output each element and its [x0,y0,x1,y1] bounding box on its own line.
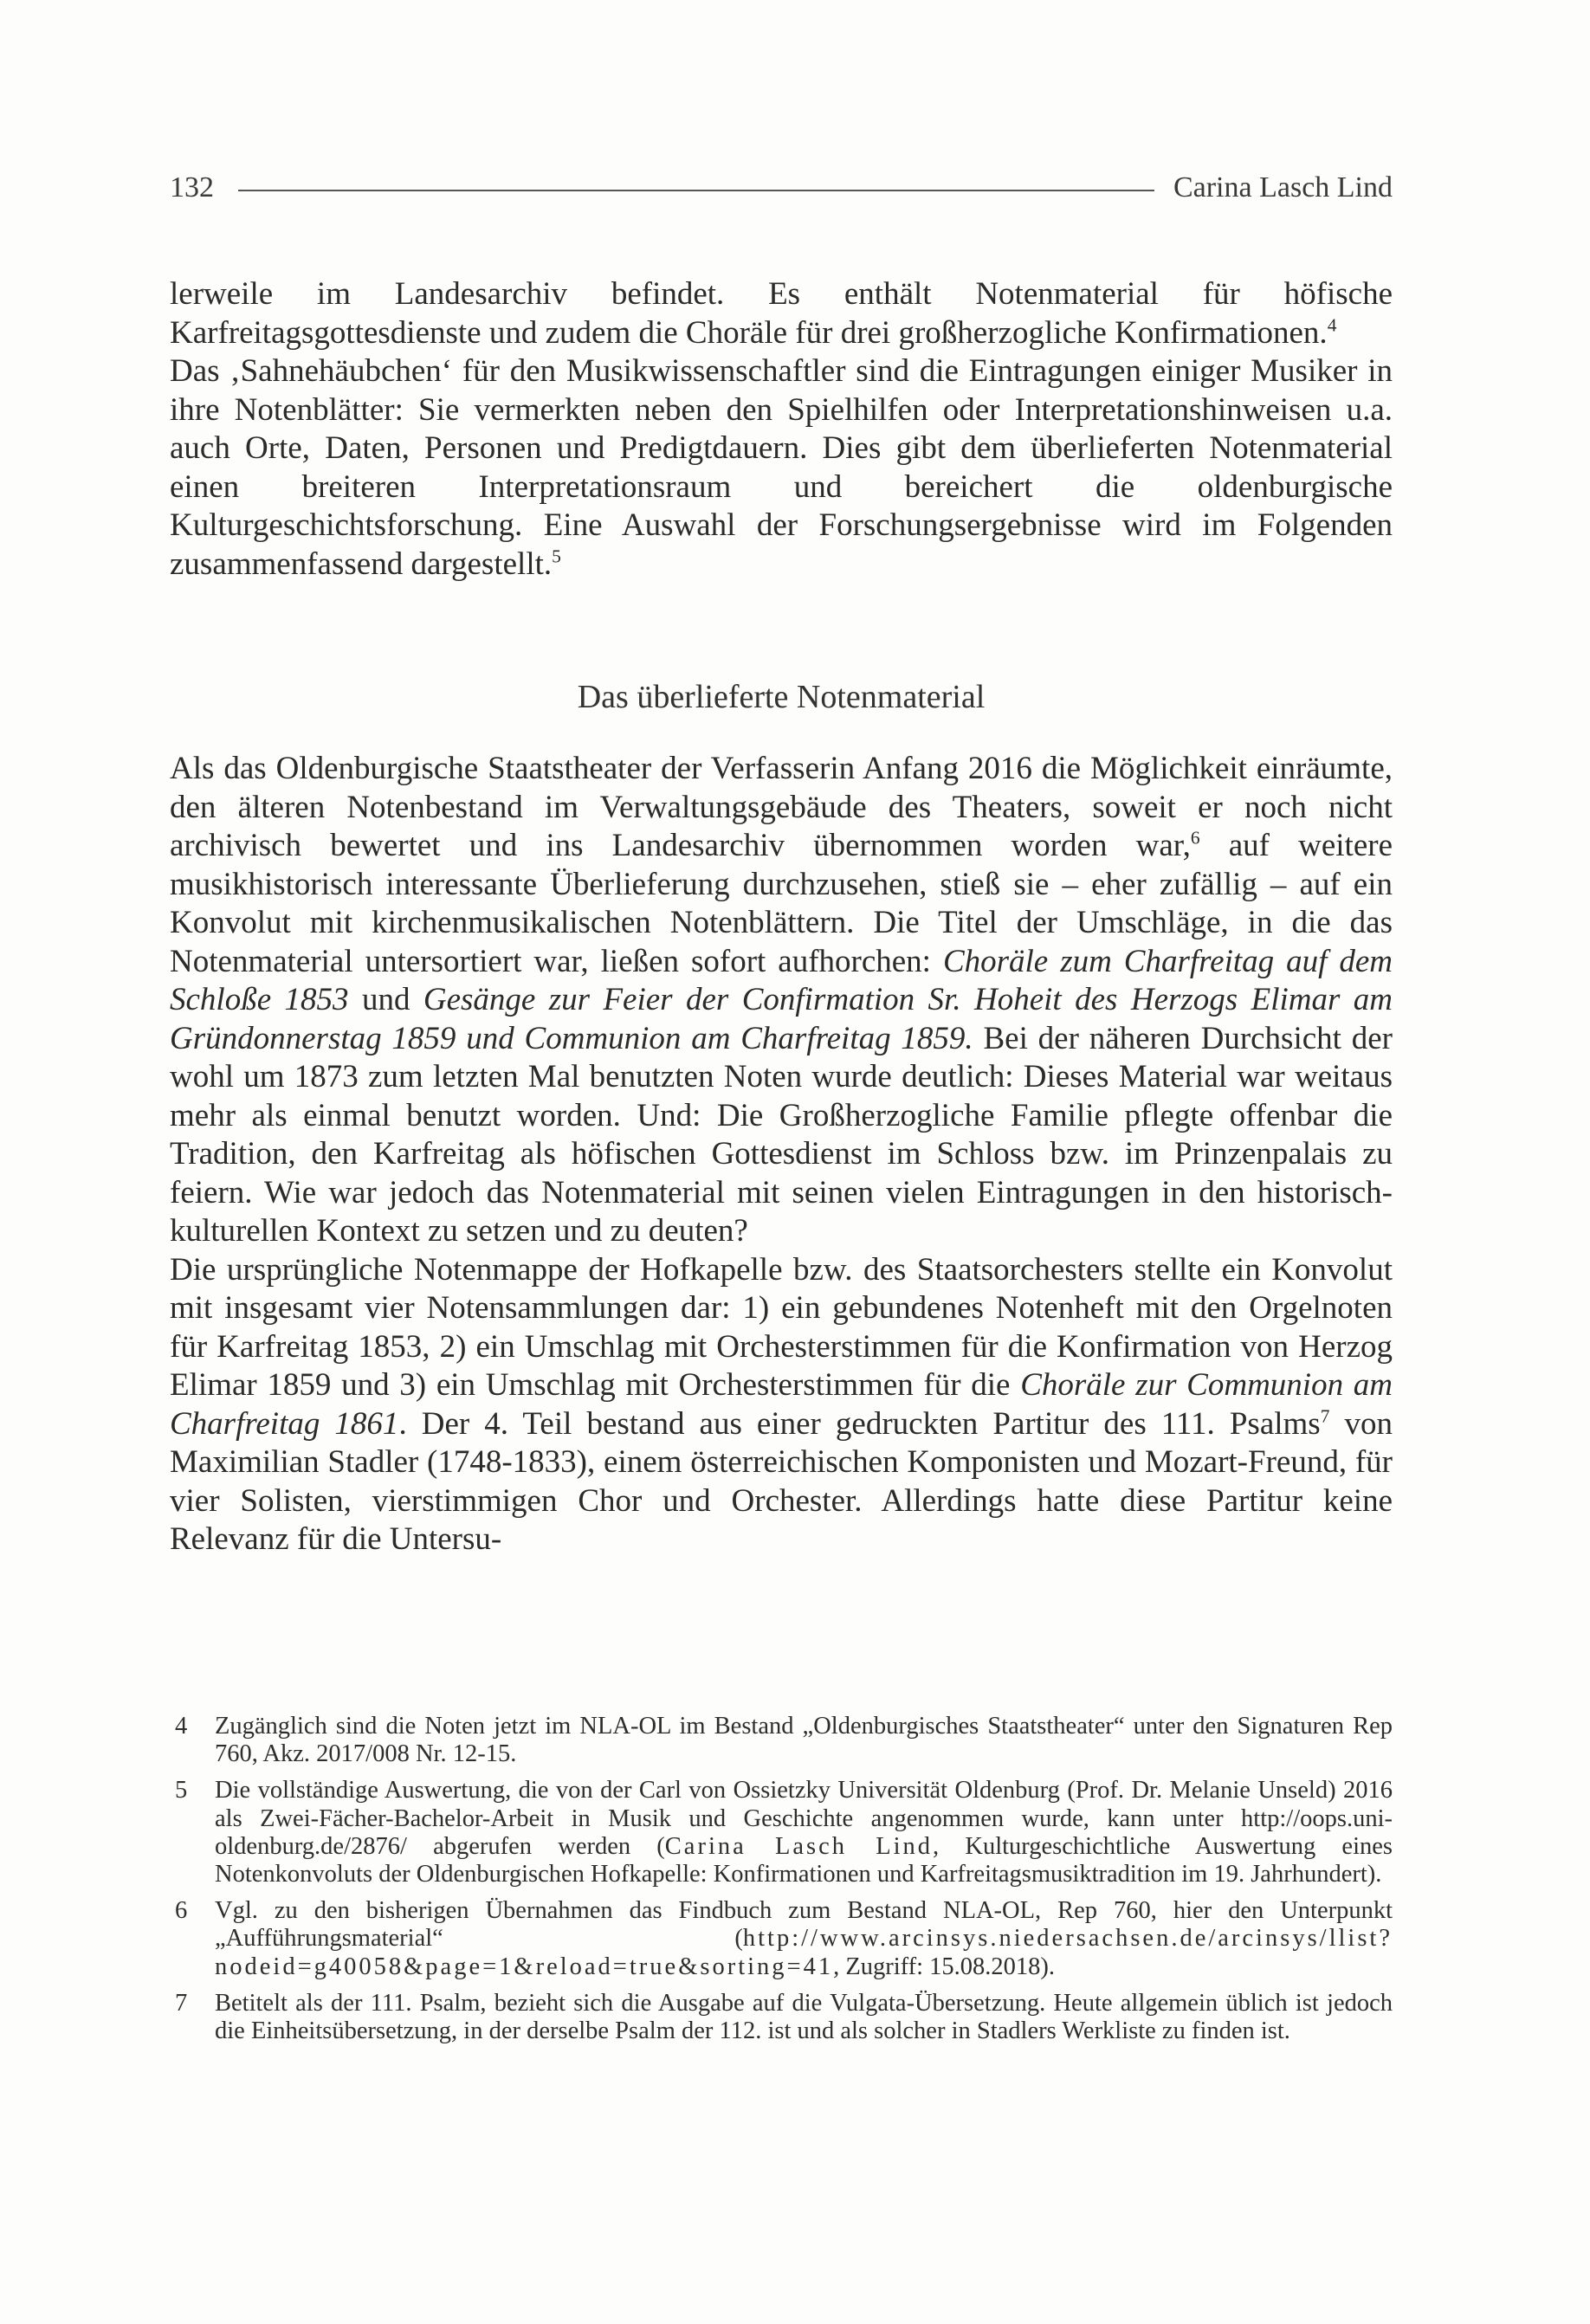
page-number: 132 [170,171,214,203]
intro-text-run: lerweile im Landesarchiv befindet. Es enthält Notenmaterial für höfische Karfreitagsgottesdienste und zudem die Choräle für drei großherzogliche Konfirmationen. [170,276,1393,351]
footnote-5 [170,1777,1393,1888]
section-paragraph-1 [170,750,1393,1251]
section-paragraph-2 [170,1251,1393,1559]
text-run: , Zugriff: 15.08.2018). [833,1953,1056,1980]
text-run: Die ursprüngliche Notenmappe der Hofkapelle bzw. des Staatsorchesters stellte ein Konvolut mit insgesamt vier Notensammlungen dar: 1) ein gebundenes Notenheft mit den Orgelnoten für Karfreitag 1853, 2) ein Umschlag mit Orchesterstimmen für die Konfirmation von Herzog Elimar 1859 und 3) ein Umschlag mit Orchesterstimmen für die [170,1251,1393,1403]
intro-paragraph-1 [170,275,1393,352]
footnote-number: 4 [175,1713,188,1740]
running-header [170,171,1393,204]
footnote-text [215,1777,1393,1888]
footnote-text: Betitelt als der 111. Psalm, bezieht sich die Ausgabe auf die Vulgata-Übersetzung. Heute allgemein üblich ist jedoch die Einheitsübersetzung, in der derselbe Psalm der 112. ist und als solcher in Stadlers Werkliste zu finden ist. [215,1989,1393,2045]
footnote-ref-5: 5 [552,545,561,567]
footnote-7 [170,1990,1393,2045]
author-name-spaced: Carina Lasch Lind [664,1832,934,1860]
text-run: Die vollständige Auswertung, die von der Carl von Ossietzky Universität Oldenburg (Prof. Dr. Melanie Unseld) 2016 als Zwei-Fächer-Bachelor-Arbeit in Musik und Geschichte angenommen wurde, kann unter http://oops.uni-oldenburg.de/2876/ abgerufen werden ( [215,1777,1393,1860]
italic-title: Choräle zum Charfreitag auf dem Schloße 1853 [170,943,1393,1017]
text-run: , Kulturgeschichtliche Auswertung eines Notenkonvoluts der Oldenburgischen Hofkapelle: Konfirmationen und Karfreitagsmusiktradition im 19. Jahrhundert). [215,1832,1393,1888]
text-run: Bei der näheren Durchsicht der wohl um 1873 zum letzten Mal benutzten Noten wurde deutlich: Dieses Material war weitaus mehr als einmal benutzt worden. Und: Die Großherzogliche Familie pflegte offenbar die Tradition, den Karfreitag als höfischen Gottesdienst im Schloss bzw. im Prinzenpalais zu feiern. Wie war jedoch das Notenmaterial mit seinen vielen Eintragungen in den historisch-kulturellen Kontext zu setzen und zu deuten? [170,1020,1393,1249]
italic-title: Choräle zur Communion am Charfreitag 1861 [170,1367,1393,1442]
footnote-number: 6 [175,1897,188,1925]
text-run: Vgl. zu den bisherigen Übernahmen das Findbuch zum Bestand NLA-OL, Rep 760, hier den Unterpunkt „Aufführungsmaterial“ ( [215,1897,1393,1953]
text-run: . Der 4. Teil bestand aus einer gedruckten Partitur des 111. Psalms [398,1405,1321,1442]
archive-url: http://www.arcinsys.niedersachsen.de/arcinsys/llist? nodeid=g40058&page=1&reload=true&sorting=41 [215,1925,1393,1980]
footnote-ref-6: 6 [1190,827,1200,849]
section-heading: Das überlieferte Notenmaterial [577,679,986,715]
running-author: Carina Lasch Lind [1173,171,1393,203]
header-rule [238,190,1154,191]
italic-title: Gesänge zur Feier der Confirmation Sr. Hoheit des Herzogs Elimar am Gründonnerstag 1859 und Communion am Charfreitag 1859. [170,982,1393,1056]
intro-paragraph-2 [170,352,1393,584]
text-run: und [348,982,423,1017]
footnote-ref-4: 4 [1327,314,1337,336]
intro-text [170,275,1393,584]
footnote-6 [170,1897,1393,1981]
text-run: Als das Oldenburgische Staatstheater der Verfasserin Anfang 2016 die Möglichkeit einräumte, den älteren Notenbestand im Verwaltungsgebäude des Theaters, soweit er noch nicht archivisch bewertet und ins Landesarchiv übernommen worden war, [170,751,1393,863]
footnote-4 [170,1713,1393,1768]
intro-text-run: Das ‚Sahnehäubchen‘ für den Musikwissenschaftler sind die Eintragungen einiger Musiker in ihre Notenblätter: Sie vermerkten neben den Spielhilfen oder Interpretationshinweisen u.a. auch Orte, Daten, Personen und Predigtdauern. Dies gibt dem überlieferten Notenmaterial einen breiteren Interpretationsraum und bereichert die oldenburgische Kulturgeschichtsforschung. Eine Auswahl der Forschungsergebnisse wird im Folgenden zusammenfassend dargestellt. [170,353,1393,582]
text-run: von Maximilian Stadler (1748-1833), einem österreichischen Komponisten und Mozart-Freund, für vier Solisten, vierstimmigen Chor und Orchester. Allerdings hatte diese Partitur keine Relevanz für die Untersu- [170,1405,1393,1557]
footnote-ref-7: 7 [1320,1405,1330,1427]
text-run: auf weitere musikhistorisch interessante Überlieferung durchzusehen, stieß sie – eher zufällig – auf ein Konvolut mit kirchenmusikalischen Notenblättern. Die Titel der Umschläge, in die das Notenmaterial untersortiert war, ließen sofort aufhorchen: [170,828,1393,979]
footnote-text: Zugänglich sind die Noten jetzt im NLA-OL im Bestand „Oldenburgisches Staatstheater“ unter den Signaturen Rep 760, Akz. 2017/008 Nr. 12-15. [215,1713,1393,1768]
footnote-text [215,1897,1393,1981]
footnotes [170,1713,1393,2054]
section-text [170,750,1393,1559]
footnote-number: 7 [175,1989,188,2017]
footnote-number: 5 [175,1777,188,1804]
